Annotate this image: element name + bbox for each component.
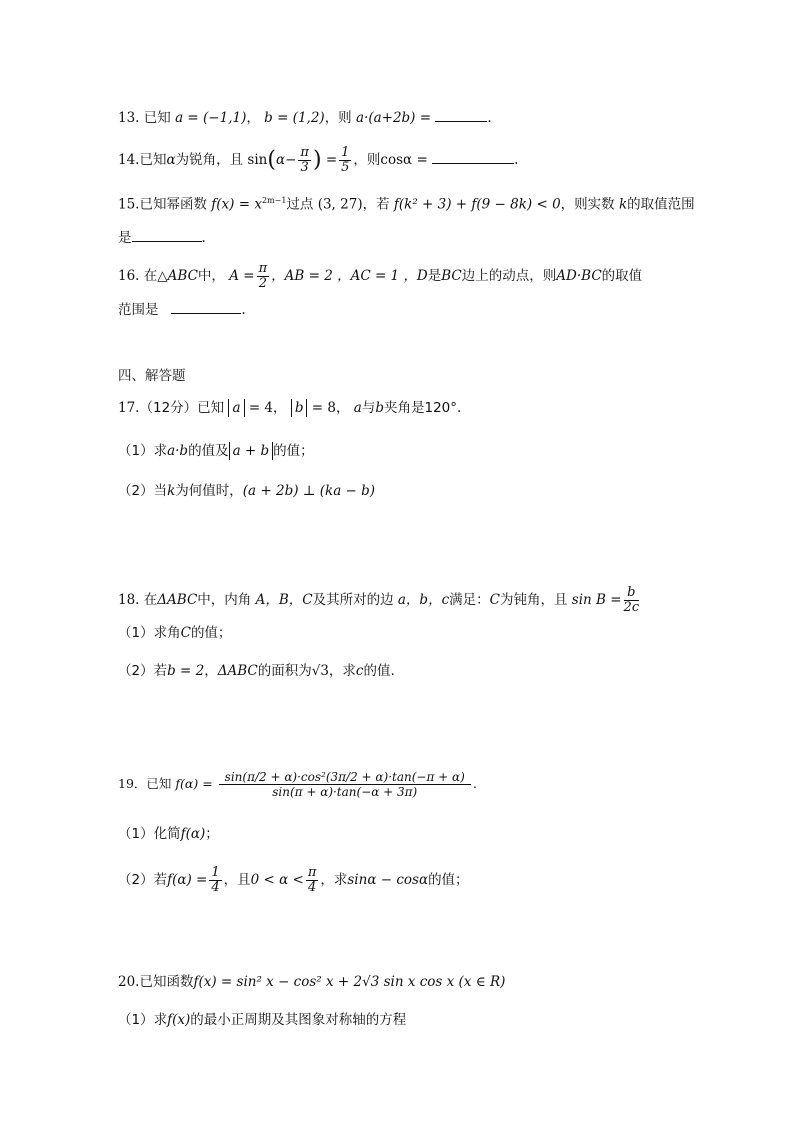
- text: ，若: [362, 196, 390, 213]
- dot-product: AD·BC: [556, 268, 602, 284]
- side-ab: ，AB = 2: [271, 268, 333, 284]
- numerator: 1: [341, 145, 350, 160]
- question-13: [118, 108, 492, 128]
- part-label: （1）求: [118, 443, 168, 459]
- text: 已知幂函数: [139, 196, 207, 213]
- question-number: 15.: [118, 196, 140, 213]
- text: 的最小正周期及其图象对称轴的方程: [190, 1012, 407, 1028]
- text: 的值及: [188, 443, 229, 459]
- numerator: 1: [211, 865, 220, 880]
- answer-blank: [435, 109, 487, 122]
- text: 在: [143, 592, 158, 608]
- triangle: ΔABC: [157, 592, 198, 608]
- perpendicular-expression: (a + 2b) ⊥ (ka − b): [242, 483, 376, 499]
- text: 的取值: [601, 268, 643, 284]
- text: ；: [205, 826, 219, 842]
- numerator: b: [624, 586, 640, 601]
- text: 为何值时，: [175, 483, 243, 499]
- text: 及其所对的边: [312, 592, 394, 608]
- function-f: f(α) =: [175, 776, 213, 791]
- text: 满足：: [449, 592, 490, 608]
- fraction-pi-4: [306, 866, 319, 895]
- question-18-part-2: [118, 661, 395, 681]
- text: .: [514, 152, 519, 168]
- abs-sum: [229, 442, 274, 460]
- denominator: 4: [307, 880, 317, 895]
- variable-k: k: [618, 196, 628, 213]
- denominator: 3: [300, 160, 309, 175]
- paren-left: (: [267, 147, 276, 173]
- question-number: 13.: [118, 110, 140, 126]
- question-number: 18.: [118, 592, 140, 608]
- text: 已知: [197, 400, 225, 416]
- question-19: [118, 770, 477, 799]
- angle-a: A =: [229, 268, 255, 284]
- function-f: f(x): [167, 1012, 191, 1028]
- range: 0 < α <: [250, 872, 304, 888]
- part-label: （1）求角: [118, 625, 181, 641]
- text: 已知函数: [139, 974, 194, 990]
- alpha-minus: α−: [275, 152, 297, 168]
- text: 范围是: [118, 302, 159, 318]
- point: (3, 27): [317, 196, 363, 213]
- text: ，则: [324, 110, 352, 126]
- question-16-line-1: [118, 262, 642, 291]
- dot-product: a·b: [167, 443, 189, 459]
- fraction-pi-3: [298, 146, 311, 175]
- sides: a，b，c: [397, 592, 450, 608]
- text: 的值.: [363, 663, 395, 679]
- denominator: 2c: [623, 600, 640, 615]
- area-value: √3: [311, 663, 329, 679]
- text: 的值；: [190, 625, 232, 641]
- text: ，且: [223, 872, 251, 888]
- question-16-line-2: [118, 300, 246, 320]
- vector-a: a: [353, 400, 362, 416]
- expression: sinα − cosα: [347, 872, 429, 888]
- fraction-1-5: [339, 146, 351, 175]
- question-18-part-1: [118, 623, 231, 643]
- text: .: [241, 302, 246, 318]
- vector-a-definition: a = (−1,1): [175, 110, 247, 126]
- question-14: [118, 146, 518, 175]
- vector-sum: a + b: [232, 443, 270, 459]
- triangle: △ABC: [157, 268, 198, 284]
- angles: A，B，C: [255, 592, 313, 608]
- answer-blank: [132, 229, 202, 242]
- numerator: π: [307, 865, 317, 880]
- text: ，: [335, 400, 350, 416]
- answer-blank: [432, 151, 514, 164]
- question-number: 14.: [118, 152, 140, 168]
- question-20: [118, 972, 505, 992]
- part-label: （2）若: [118, 872, 168, 888]
- vector-b: b: [375, 400, 384, 416]
- text: .: [457, 400, 462, 416]
- numerator: π: [300, 145, 309, 160]
- point-d: ，D: [403, 268, 428, 284]
- cos-expression: cosα =: [380, 152, 428, 168]
- vector-a: a: [232, 400, 241, 416]
- function-expression: f(x) = sin² x − cos² x + 2√3 sin x cos x (x ∈ R): [193, 974, 506, 990]
- text: 的面积为: [257, 663, 312, 679]
- side-ac: ，AC = 1: [337, 268, 400, 284]
- text: ，则实数: [560, 196, 615, 213]
- side-c: c: [355, 663, 364, 679]
- angle: 夹角是120°: [384, 400, 458, 416]
- denominator: 4: [211, 880, 220, 895]
- dot-expression: a·(a+2b) =: [355, 110, 432, 126]
- question-20-part-1: [118, 1010, 406, 1030]
- text: 是: [118, 230, 132, 246]
- question-15-line-1: [118, 191, 695, 215]
- power-function: f(x) = x: [211, 196, 262, 213]
- sin-func: sin: [247, 152, 268, 168]
- text: .: [201, 230, 206, 246]
- denominator: 2: [258, 276, 267, 291]
- answer-blank: [171, 301, 241, 314]
- question-number: 16.: [118, 268, 140, 284]
- sin-b: sin B =: [571, 592, 622, 608]
- side-bc: BC: [441, 268, 462, 284]
- alpha: α: [166, 152, 176, 168]
- text: 边上的动点，则: [461, 268, 557, 284]
- text: 中，: [197, 268, 225, 284]
- numerator: sin(π/2 + α)·cos²(3π/2 + α)·tan(−π + α): [219, 770, 471, 785]
- text: 已知: [139, 152, 167, 168]
- question-number: 20.: [118, 974, 140, 990]
- question-17: [118, 398, 461, 418]
- function-f: f(α): [180, 826, 206, 842]
- part-label: （1）求: [118, 1012, 168, 1028]
- section-heading: 四、解答题: [118, 368, 186, 384]
- text: ，: [273, 400, 287, 416]
- text: 已知: [143, 110, 171, 126]
- text: 的取值范围: [627, 196, 695, 213]
- text: ，: [204, 663, 218, 679]
- text: 的值；: [428, 872, 469, 888]
- question-number: 17.: [118, 400, 140, 416]
- part-label: （2）若: [118, 663, 168, 679]
- text: 中，内角: [197, 592, 252, 608]
- text: 过点: [286, 196, 314, 213]
- denominator: sin(π + α)·tan(−α + 3π): [272, 785, 418, 799]
- question-15-line-2: [118, 228, 206, 248]
- function-f: f(α) =: [167, 872, 208, 888]
- variable-k: k: [167, 483, 176, 499]
- question-17-part-1: [118, 441, 314, 461]
- angle-c: C: [180, 625, 191, 641]
- vector-b: b: [294, 400, 304, 416]
- part-label: （1）化简: [118, 826, 181, 842]
- text: ，求: [320, 872, 348, 888]
- text: 的值；: [273, 443, 314, 459]
- paren-right: ): [312, 147, 322, 173]
- equals: =: [325, 152, 338, 168]
- question-19-part-2: [118, 866, 469, 895]
- abs-b: [291, 399, 308, 417]
- fraction-b-2c: [624, 586, 640, 615]
- text: 为锐角，且: [175, 152, 244, 168]
- value: = 4: [248, 400, 274, 416]
- text: 与: [361, 400, 376, 416]
- main-fraction: [219, 770, 471, 799]
- text: .: [472, 776, 477, 791]
- fraction-1-4: [209, 866, 221, 895]
- question-18: [118, 586, 641, 615]
- text: ，则: [353, 152, 381, 168]
- question-number: 19．: [118, 776, 147, 791]
- text: 在: [143, 268, 158, 284]
- part-label: （2）当: [118, 483, 168, 499]
- vector-b-definition: b = (1,2): [264, 110, 325, 126]
- question-17-part-2: [118, 481, 375, 501]
- triangle: ΔABC: [217, 663, 258, 679]
- text: 是: [427, 268, 442, 284]
- fraction-pi-2: [257, 262, 270, 291]
- exponent: 2m−1: [261, 196, 287, 205]
- inequality: f(k² + 3) + f(9 − 8k) < 0: [393, 196, 561, 213]
- question-19-part-1: [118, 824, 219, 844]
- text: ，: [246, 110, 260, 126]
- angle-c: C: [489, 592, 500, 608]
- score: （12分）: [139, 400, 198, 416]
- text: 为钝角，且: [499, 592, 568, 608]
- value: = 8: [311, 400, 336, 416]
- text: .: [487, 110, 492, 126]
- denominator: 5: [341, 160, 350, 175]
- numerator: π: [258, 261, 268, 276]
- abs-a: [228, 399, 244, 417]
- text: ，求: [328, 663, 356, 679]
- side-b: b = 2: [167, 663, 205, 679]
- text: 已知: [146, 776, 172, 791]
